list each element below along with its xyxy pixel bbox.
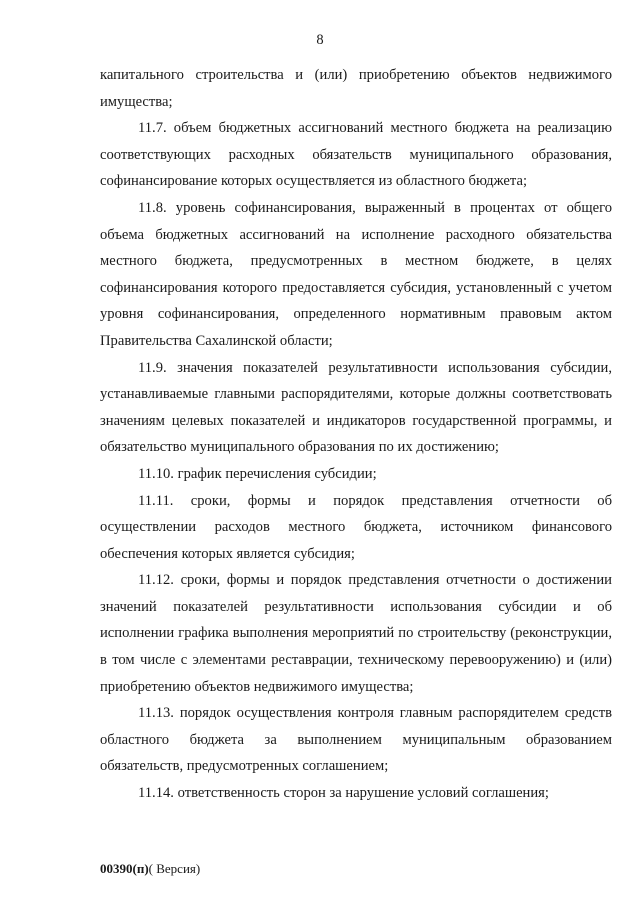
document-footer (100, 861, 200, 877)
paragraph-11-12: 11.12. сроки, формы и порядок представления отчетности о достижении значений показателей результативности использования субсидии и об исполнении графика выполнения мероприятий по строительству (реконструкции, в том числе с элементами реставрации, техническому перевооружению) и (или) приобретению объектов недвижимого имущества; (100, 572, 612, 695)
document-version: ( Версия) (148, 861, 201, 876)
paragraph-11-11: 11.11. сроки, формы и порядок представления отчетности об осуществлении расходов местного бюджета, источником финансового обеспечения которых является субсидия; (100, 492, 612, 562)
paragraph-11-14: 11.14. ответственность сторон за нарушение условий соглашения; (138, 785, 549, 802)
page-number: 8 (316, 32, 324, 48)
document-body (100, 62, 612, 807)
paragraph-11-10: 11.10. график перечисления субсидии; (138, 465, 377, 482)
paragraph-11-13: 11.13. порядок осуществления контроля главным распорядителем средств областного бюджета за выполнением муниципальным образованием обязательств, предусмотренных соглашением; (100, 705, 612, 775)
paragraph-11-8: 11.8. уровень софинансирования, выраженный в процентах от общего объема бюджетных ассигнований на исполнение расходного обязательства местного бюджета, предусмотренных в местном бюджете, в целях софинансирования которого предоставляется субсидия, установленный с учетом уровня софинансирования, определенного нормативным правовым актом Правительства Сахалинской области; (100, 199, 612, 349)
paragraph-11-7: 11.7. объем бюджетных ассигнований местного бюджета на реализацию соответствующих расходных обязательств муниципального образования, софинансирование которых осуществляется из областного бюджета; (100, 120, 612, 190)
paragraph-continuation: капитального строительства и (или) приобретению объектов недвижимого имущества; (100, 67, 612, 110)
paragraph-11-9: 11.9. значения показателей результативности использования субсидии, устанавливаемые главными распорядителями, которые должны соответствовать значениям целевых показателей и индикаторов государственной программы, и обязательство муниципального образования по их достижению; (100, 359, 612, 456)
document-code: 00390(п) (100, 861, 149, 876)
